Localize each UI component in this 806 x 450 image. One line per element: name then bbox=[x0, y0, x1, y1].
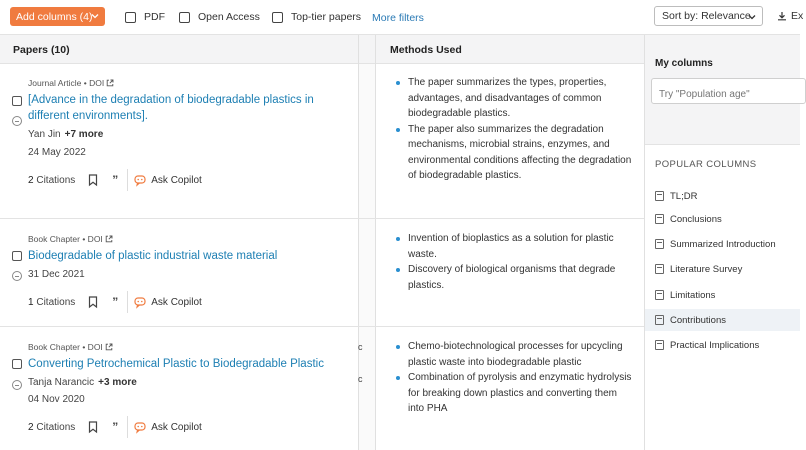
chevron-down-icon bbox=[91, 12, 99, 20]
paper-type-doi: Book Chapter • DOI bbox=[28, 234, 103, 244]
paper-date: 31 Dec 2021 bbox=[28, 269, 85, 280]
toolbar bbox=[0, 0, 804, 35]
copilot-icon bbox=[134, 297, 146, 308]
ask-copilot-button[interactable] bbox=[134, 175, 202, 186]
clipped-column-text: c bbox=[358, 374, 363, 384]
paper-title[interactable]: [Advance in the degradation of biodegradable plastics in different environments]. bbox=[28, 94, 314, 122]
methods-list bbox=[394, 75, 634, 184]
bookmark-icon[interactable] bbox=[88, 174, 98, 186]
more-filters-link[interactable]: More filters bbox=[372, 12, 424, 24]
collapse-icon[interactable] bbox=[12, 380, 22, 390]
paper-type-doi: Journal Article • DOI bbox=[28, 78, 105, 88]
column-option-label: Literature Survey bbox=[670, 263, 743, 275]
author-name: Tanja Narancic bbox=[28, 377, 95, 388]
copilot-icon bbox=[134, 175, 146, 186]
action-divider bbox=[127, 169, 128, 191]
collapse-icon[interactable] bbox=[12, 271, 22, 281]
paper-title[interactable]: Biodegradable of plastic industrial waste material bbox=[28, 250, 278, 262]
quote-icon[interactable]: ” bbox=[112, 295, 119, 309]
column-option-label: Conclusions bbox=[670, 213, 722, 225]
chevron-down-icon bbox=[748, 13, 756, 21]
column-option-label: TL;DR bbox=[670, 190, 698, 202]
more-authors[interactable]: +3 more bbox=[98, 377, 137, 388]
ask-copilot-button[interactable] bbox=[134, 297, 202, 308]
column-option-literature-survey[interactable] bbox=[645, 258, 800, 280]
row-checkbox[interactable] bbox=[12, 359, 22, 369]
top-tier-checkbox[interactable] bbox=[272, 12, 283, 23]
sort-label: Sort by: Relevance bbox=[662, 10, 751, 22]
list-item: The paper also summarizes the degradation mechanisms, microbial strains, enzymes, and environmental conditions affecting the degradation of biodegradable plastics. bbox=[394, 122, 634, 184]
filter-pdf-label: PDF bbox=[144, 11, 165, 23]
download-icon bbox=[777, 11, 787, 21]
column-option-summarized-introduction[interactable] bbox=[645, 233, 800, 255]
column-icon bbox=[655, 214, 664, 224]
bookmark-icon[interactable] bbox=[88, 421, 98, 433]
paper-authors bbox=[28, 377, 137, 388]
column-search-input[interactable] bbox=[651, 78, 806, 104]
open-access-checkbox[interactable] bbox=[179, 12, 190, 23]
ask-copilot-button[interactable] bbox=[134, 422, 202, 433]
my-columns-heading: My columns bbox=[655, 58, 713, 69]
list-item: The paper summarizes the types, properties, advantages, and disadvantages of common biodegradable plastics. bbox=[394, 75, 634, 122]
paper-actions bbox=[28, 291, 202, 313]
column-option-conclusions[interactable] bbox=[645, 208, 800, 230]
citations-number: 2 bbox=[28, 421, 34, 433]
papers-header: Papers (10) bbox=[13, 44, 70, 56]
filter-open-access-label: Open Access bbox=[198, 11, 260, 23]
citations-count[interactable] bbox=[28, 422, 75, 433]
column-icon bbox=[655, 290, 664, 300]
ask-copilot-label: Ask Copilot bbox=[151, 421, 202, 433]
column-option-contributions[interactable] bbox=[645, 309, 800, 331]
column-option-practical-implications[interactable] bbox=[645, 334, 800, 356]
sort-select[interactable] bbox=[654, 6, 763, 26]
row-checkbox[interactable] bbox=[12, 96, 22, 106]
citations-label: Citations bbox=[36, 296, 76, 308]
filter-top-tier-label: Top-tier papers bbox=[291, 11, 362, 23]
methods-header: Methods Used bbox=[390, 44, 462, 56]
external-link-icon[interactable] bbox=[105, 343, 113, 351]
more-authors[interactable]: +7 more bbox=[64, 129, 104, 140]
citations-count[interactable] bbox=[28, 175, 75, 186]
filter-pdf[interactable] bbox=[125, 11, 165, 23]
paper-date: 24 May 2022 bbox=[28, 147, 86, 158]
list-item: Combination of pyrolysis and enzymatic hydrolysis for breaking down plastics and converting them into PHA bbox=[394, 370, 634, 417]
row-divider bbox=[0, 326, 644, 327]
column-option-label: Practical Implications bbox=[670, 339, 760, 351]
row-checkbox[interactable] bbox=[12, 251, 22, 261]
column-option-label: Summarized Introduction bbox=[670, 238, 776, 250]
quote-icon[interactable]: ” bbox=[112, 173, 119, 187]
ask-copilot-label: Ask Copilot bbox=[151, 296, 202, 308]
paper-actions bbox=[28, 416, 202, 438]
methods-list bbox=[394, 339, 634, 417]
external-link-icon[interactable] bbox=[106, 79, 114, 87]
columns-panel bbox=[645, 35, 800, 450]
citations-label: Citations bbox=[36, 174, 76, 186]
citations-count[interactable] bbox=[28, 297, 75, 308]
citations-number: 1 bbox=[28, 296, 34, 308]
popular-columns-heading: POPULAR COLUMNS bbox=[655, 159, 757, 170]
filter-top-tier[interactable] bbox=[272, 11, 361, 23]
list-item: Discovery of biological organisms that degrade plastics. bbox=[394, 262, 634, 293]
table-header bbox=[0, 35, 644, 64]
column-icon bbox=[655, 191, 664, 201]
my-columns-section bbox=[645, 35, 800, 145]
external-link-icon[interactable] bbox=[105, 235, 113, 243]
collapse-icon[interactable] bbox=[12, 116, 22, 126]
copilot-icon bbox=[134, 422, 146, 433]
citations-number: 2 bbox=[28, 174, 34, 186]
column-icon bbox=[655, 340, 664, 350]
add-columns-label: Add columns (4) bbox=[16, 10, 93, 23]
add-columns-button[interactable] bbox=[10, 7, 105, 26]
export-button[interactable] bbox=[777, 10, 803, 22]
row-divider bbox=[0, 218, 644, 219]
column-divider[interactable] bbox=[358, 35, 359, 450]
action-divider bbox=[127, 291, 128, 313]
list-item: Invention of bioplastics as a solution for plastic waste. bbox=[394, 231, 634, 262]
paper-meta bbox=[28, 342, 113, 352]
methods-list bbox=[394, 231, 634, 293]
column-option-label: Limitations bbox=[670, 289, 716, 301]
action-divider bbox=[127, 416, 128, 438]
column-divider bbox=[375, 35, 376, 450]
pdf-checkbox[interactable] bbox=[125, 12, 136, 23]
column-icon bbox=[655, 315, 664, 325]
column-gap bbox=[359, 35, 375, 450]
citations-label: Citations bbox=[36, 421, 76, 433]
paper-meta bbox=[28, 234, 113, 244]
paper-meta bbox=[28, 78, 114, 88]
paper-actions bbox=[28, 169, 202, 191]
clipped-column-text: c bbox=[358, 342, 363, 352]
column-option-tldr[interactable] bbox=[645, 185, 800, 207]
column-icon bbox=[655, 264, 664, 274]
list-item: Chemo-biotechnological processes for upcycling plastic waste into biodegradable plastic bbox=[394, 339, 634, 370]
export-label: Ex bbox=[791, 10, 804, 22]
author-name: Yan Jin bbox=[28, 129, 61, 140]
column-option-limitations[interactable] bbox=[645, 284, 800, 306]
bookmark-icon[interactable] bbox=[88, 296, 98, 308]
ask-copilot-label: Ask Copilot bbox=[151, 174, 202, 186]
paper-authors bbox=[28, 129, 103, 140]
paper-title[interactable]: Converting Petrochemical Plastic to Biodegradable Plastic bbox=[28, 358, 324, 370]
column-icon bbox=[655, 239, 664, 249]
paper-date: 04 Nov 2020 bbox=[28, 394, 85, 405]
filter-open-access[interactable] bbox=[179, 11, 260, 23]
quote-icon[interactable]: ” bbox=[112, 420, 119, 434]
paper-type-doi: Book Chapter • DOI bbox=[28, 342, 103, 352]
column-option-label: Contributions bbox=[670, 314, 726, 326]
